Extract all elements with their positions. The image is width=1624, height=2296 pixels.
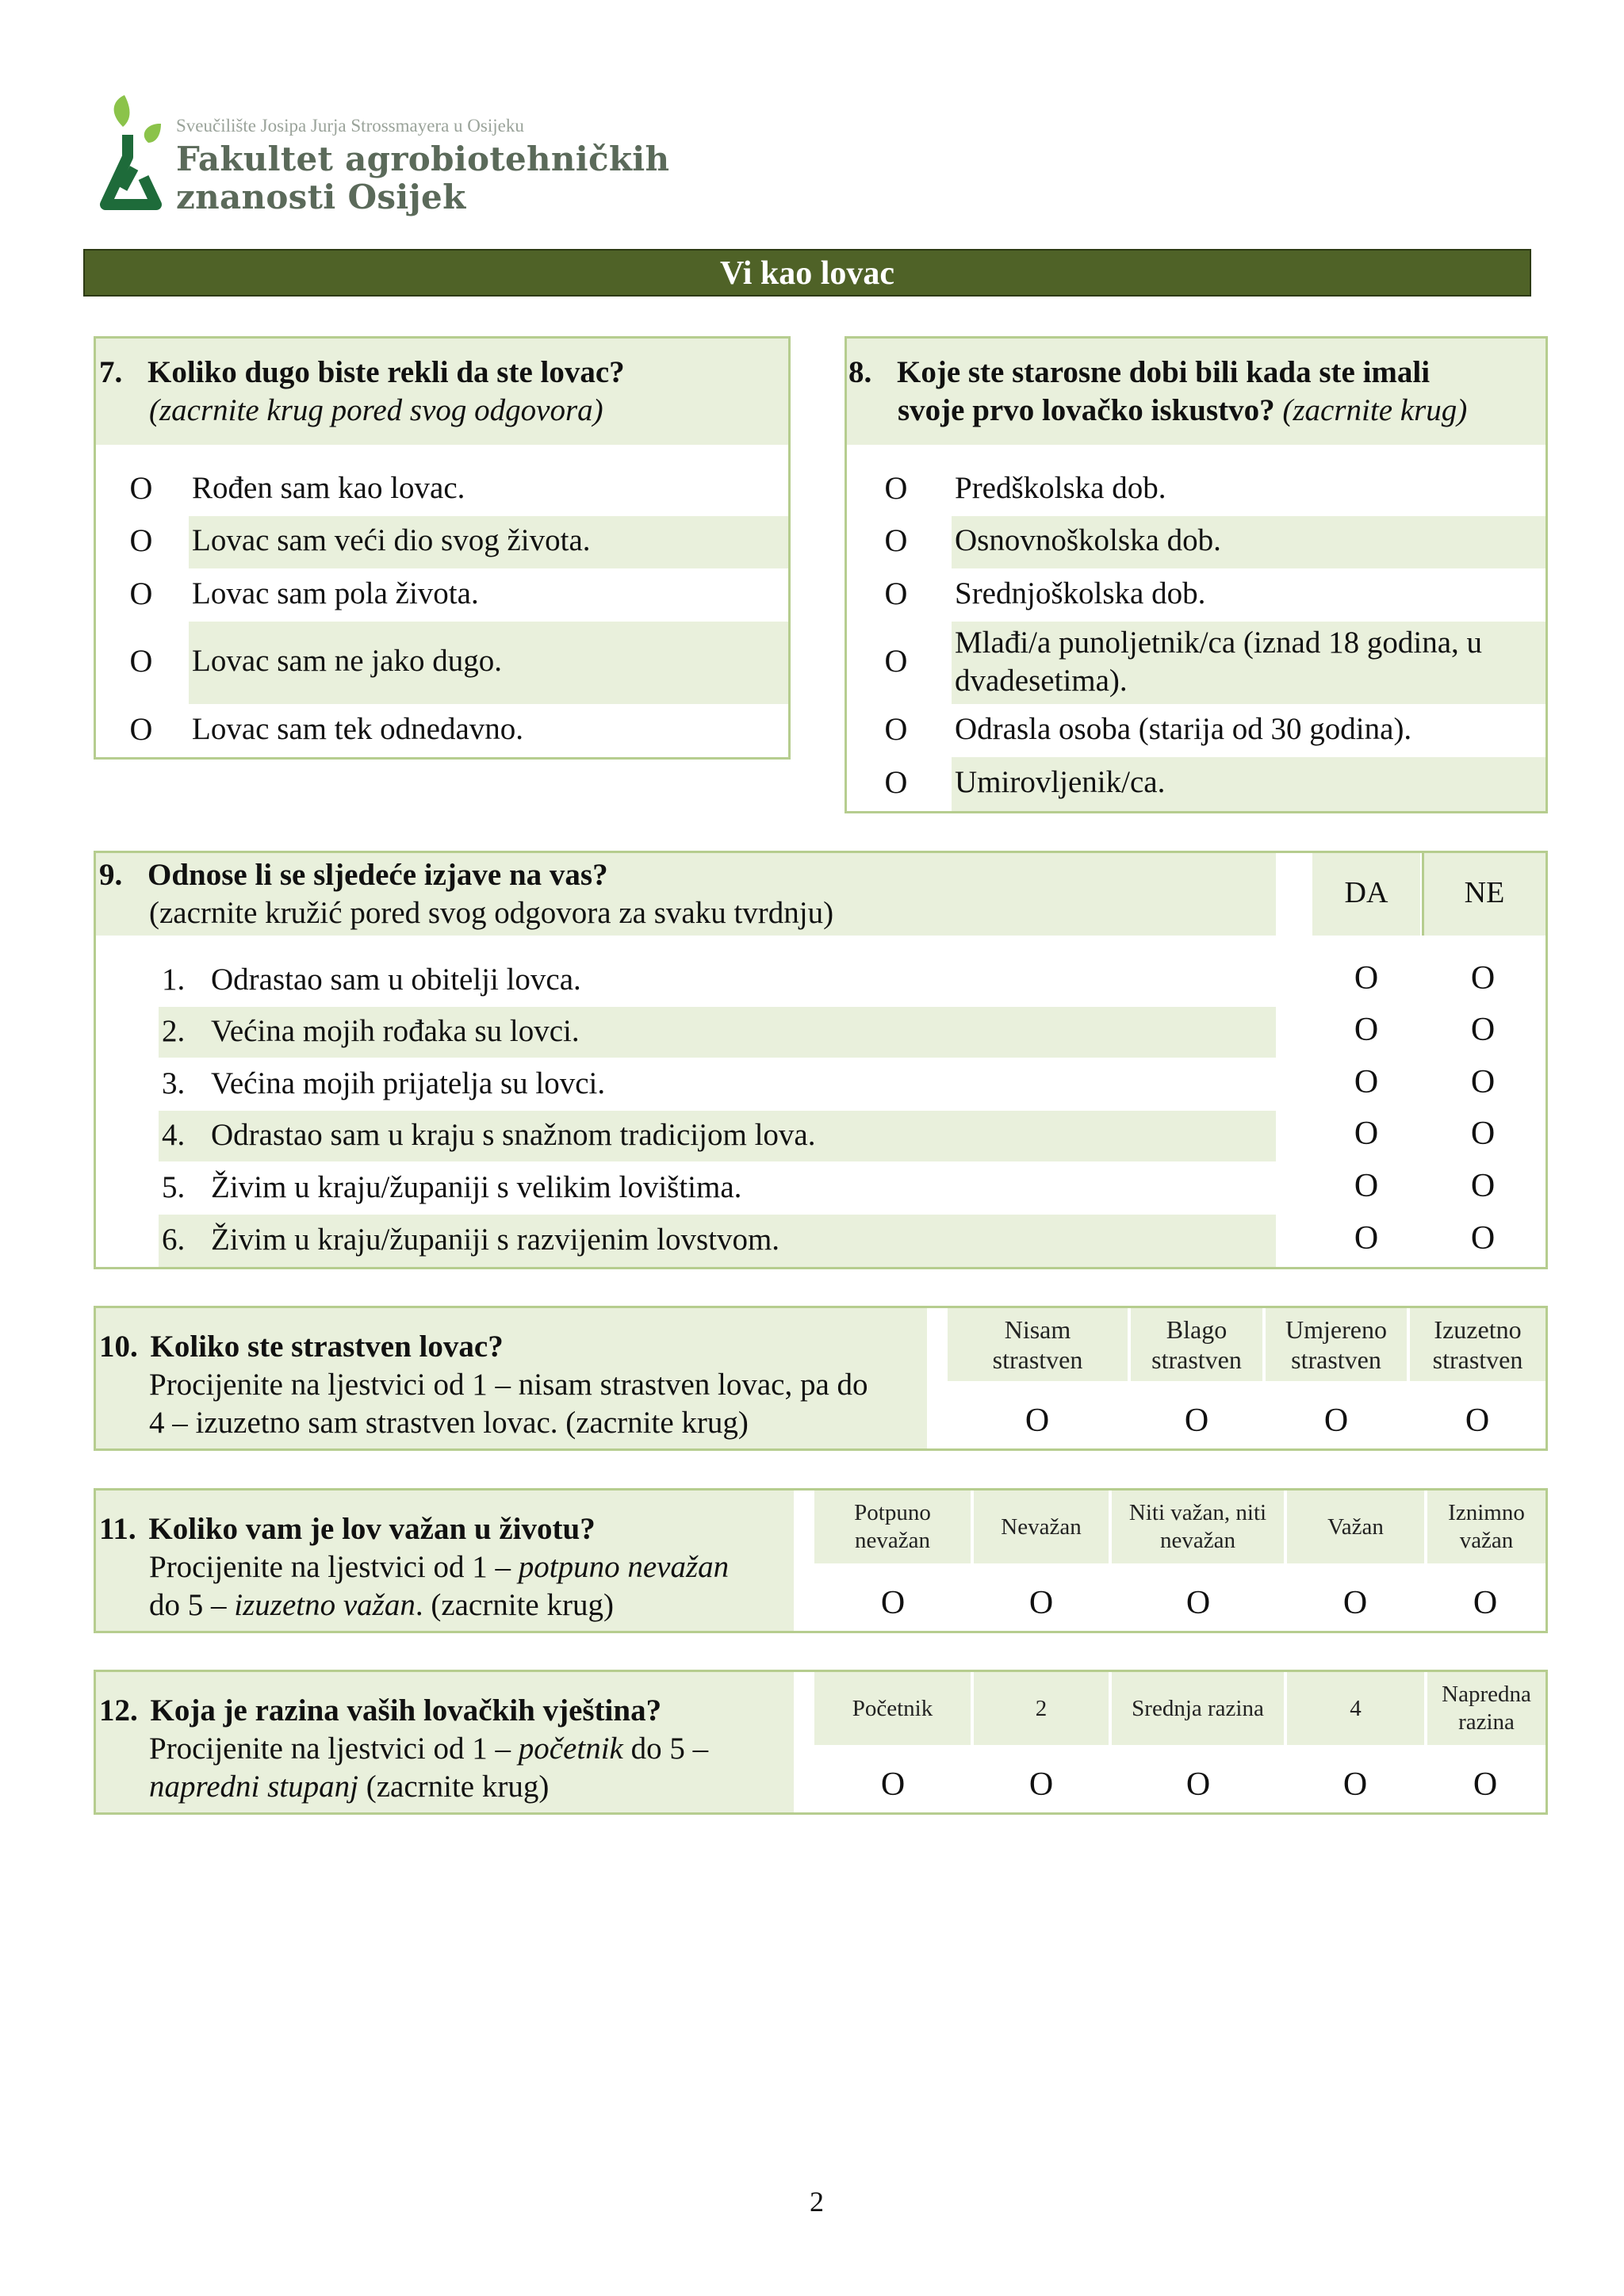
question-7-instruction: (zacrnite krug pored svog odgovora): [149, 393, 603, 427]
q11-scale-1-label-line2: nevažan: [855, 1528, 930, 1553]
q7-option-2-label: Lovac sam veći dio svog života.: [192, 523, 591, 557]
q9-statement-6-number: 6.: [162, 1223, 186, 1257]
q8-option-5-radio[interactable]: O: [884, 711, 908, 747]
q7-option-4-label: Lovac sam ne jako dugo.: [192, 644, 502, 678]
q7-option-5-label: Lovac sam tek odnedavno.: [192, 712, 524, 746]
q9-statement-6-text: Živim u kraju/županiji s razvijenim lovstvom.: [211, 1223, 780, 1257]
q10-scale-1-label-line2: strastven: [992, 1345, 1083, 1374]
q10-scale-2-label: [1131, 1310, 1262, 1380]
page-number: 2: [810, 2186, 824, 2218]
question-9-text: Odnose li se sljedeće izjave na vas?: [147, 858, 608, 892]
q12-scale-4-label: 4: [1350, 1695, 1362, 1721]
q11-scale-1-radio[interactable]: O: [880, 1585, 906, 1621]
question-12-number: 12.: [99, 1693, 138, 1728]
question-10-line2: Procijenite na ljestvici od 1 – nisam strastven lovac, pa do: [149, 1368, 868, 1402]
faculty-name-line2: znanosti Osijek: [176, 178, 466, 216]
question-12-text: Koja je razina vaših lovačkih vještina?: [150, 1693, 662, 1728]
question-10-title: [99, 1328, 924, 1366]
q10-scale-4-radio[interactable]: O: [1465, 1402, 1490, 1439]
q7-option-5-radio[interactable]: O: [129, 711, 153, 747]
question-11-line3-a: do 5 –: [149, 1588, 235, 1622]
q9-statement-2-number: 2.: [162, 1014, 186, 1048]
section-title: Vi kao lovac: [83, 249, 1531, 297]
question-9-instruction: (zacrnite kružić pored svog odgovora za svaku tvrdnju): [149, 896, 834, 930]
question-9-title: [99, 856, 1273, 894]
q12-scale-3-radio[interactable]: O: [1185, 1766, 1211, 1803]
q9-statement-5-number: 5.: [162, 1170, 186, 1204]
q12-scale-3-label: Srednja razina: [1132, 1695, 1264, 1721]
faculty-logo-icon: [99, 95, 163, 214]
q8-option-4-label: Mlađi/a punoljetnik/ca (iznad 18 godina, u: [955, 626, 1482, 660]
q11-scale-1-label-line1: Potpuno: [854, 1500, 931, 1525]
question-8-text-2: svoje prvo lovačko iskustvo?: [898, 393, 1275, 427]
q10-scale-1-radio[interactable]: O: [1025, 1402, 1050, 1439]
q9-statement-4-da-radio[interactable]: O: [1354, 1115, 1379, 1152]
q8-option-2-label: Osnovnoškolska dob.: [955, 523, 1221, 557]
q11-scale-5-label-line1: Iznimno: [1448, 1500, 1525, 1525]
question-11-line3-c: . (zacrnite krug): [415, 1588, 614, 1622]
q10-scale-2-radio[interactable]: O: [1184, 1402, 1209, 1439]
q12-scale-2-label: 2: [1035, 1695, 1048, 1721]
question-11-line3-b: izuzetno važan: [234, 1588, 416, 1622]
q10-scale-3-radio[interactable]: O: [1323, 1402, 1349, 1439]
q7-option-3-radio[interactable]: O: [129, 576, 153, 611]
q11-scale-1-label: [814, 1492, 971, 1562]
q11-scale-3-label: [1112, 1492, 1284, 1562]
q12-scale-5-radio[interactable]: O: [1473, 1766, 1498, 1803]
q10-scale-4-label-line1: Izuzetno: [1434, 1315, 1522, 1344]
q9-statement-4-number: 4.: [162, 1118, 186, 1152]
question-12-line3: [149, 1768, 549, 1806]
question-7-text: Koliko dugo biste rekli da ste lovac?: [147, 355, 625, 389]
q10-scale-4-label-line2: strastven: [1432, 1345, 1523, 1374]
q9-statement-3-text: Većina mojih prijatelja su lovci.: [211, 1066, 606, 1100]
question-8-instruction: (zacrnite krug): [1282, 393, 1468, 427]
question-12-line2-c: do 5 –: [622, 1732, 709, 1766]
q8-option-1-radio[interactable]: O: [884, 470, 908, 506]
q7-option-3-label: Lovac sam pola života.: [192, 576, 479, 610]
faculty-name-line1: Fakultet agrobiotehničkih: [176, 140, 670, 178]
q9-header-da: DA: [1344, 876, 1388, 909]
question-8-text-1: Koje ste starosne dobi bili kada ste imali: [897, 355, 1431, 389]
q10-scale-4-label: [1410, 1310, 1545, 1380]
question-7-number: 7.: [99, 355, 123, 389]
q8-option-6-radio[interactable]: O: [884, 764, 908, 800]
q11-scale-5-label-line2: važan: [1459, 1528, 1514, 1553]
question-9-number: 9.: [99, 858, 123, 892]
q9-statement-5-da-radio[interactable]: O: [1354, 1168, 1379, 1204]
q11-scale-3-label-line1: Niti važan, niti: [1128, 1500, 1267, 1525]
q12-scale-5-label-line2: razina: [1458, 1709, 1515, 1735]
question-12-title: [99, 1692, 789, 1730]
q8-option-3-label: Srednjoškolska dob.: [955, 576, 1206, 610]
q7-option-1-radio[interactable]: O: [129, 470, 153, 506]
q12-scale-5-label: [1427, 1674, 1545, 1743]
q12-scale-5-label-line1: Napredna: [1442, 1682, 1531, 1707]
q8-option-6-label: Umirovljenik/ca.: [955, 765, 1166, 799]
q12-scale-4-radio[interactable]: O: [1342, 1766, 1368, 1803]
q10-scale-3-label: [1266, 1310, 1407, 1380]
question-11-line2-b: potpuno nevažan: [518, 1550, 730, 1584]
question-10-number: 10.: [99, 1330, 138, 1364]
question-10-text: Koliko ste strastven lovac?: [150, 1330, 504, 1364]
q9-statement-1-text: Odrastao sam u obitelji lovca.: [211, 962, 581, 997]
question-8-title-line2: [898, 392, 1548, 430]
q8-option-4-label-line2: dvadesetima).: [955, 664, 1128, 698]
q9-statement-3-number: 3.: [162, 1066, 186, 1100]
q10-scale-1-label-line1: Nisam: [1004, 1315, 1071, 1344]
q9-statement-6-da-radio[interactable]: O: [1354, 1220, 1379, 1257]
q9-statement-2-da-radio[interactable]: O: [1354, 1012, 1379, 1048]
question-11-line3: [149, 1586, 614, 1624]
q10-scale-1-label: [948, 1310, 1128, 1380]
q7-option-4-radio[interactable]: O: [129, 643, 153, 679]
q11-scale-5-radio[interactable]: O: [1473, 1585, 1498, 1621]
q9-header-ne: NE: [1464, 876, 1505, 909]
q9-statement-3-da-radio[interactable]: O: [1354, 1064, 1379, 1100]
q8-option-4-radio[interactable]: O: [884, 643, 908, 679]
q9-statement-5-ne-radio[interactable]: O: [1470, 1168, 1496, 1204]
question-12-line3-b: (zacrnite krug): [358, 1770, 550, 1804]
q11-scale-3-label-line2: nevažan: [1160, 1528, 1235, 1553]
question-8-number: 8.: [848, 355, 872, 389]
q10-scale-2-label-line2: strastven: [1151, 1345, 1242, 1374]
question-8-title-line1: [848, 354, 1538, 392]
q8-option-1-label: Predškolska dob.: [955, 471, 1166, 505]
question-11-title: [99, 1510, 789, 1548]
q11-scale-5-label: [1427, 1492, 1545, 1562]
q8-option-2-radio[interactable]: O: [884, 522, 908, 558]
q9-statement-2-text: Većina mojih rođaka su lovci.: [211, 1014, 580, 1048]
question-7-title: [99, 354, 781, 392]
question-12-line2-a: Procijenite na ljestvici od 1 –: [149, 1732, 519, 1766]
q7-option-1-label: Rođen sam kao lovac.: [192, 471, 465, 505]
q9-statement-4-text: Odrastao sam u kraju s snažnom tradicijom lova.: [211, 1118, 816, 1152]
q11-scale-2-label: Nevažan: [1001, 1513, 1082, 1540]
q12-scale-2-radio[interactable]: O: [1028, 1766, 1054, 1803]
q9-statement-4-ne-radio[interactable]: O: [1470, 1115, 1496, 1152]
q12-scale-1-radio[interactable]: O: [880, 1766, 906, 1803]
q12-scale-1-label: Početnik: [852, 1695, 933, 1721]
q8-option-5-label: Odrasla osoba (starija od 30 godina).: [955, 712, 1412, 746]
q9-statement-6-ne-radio[interactable]: O: [1470, 1220, 1496, 1257]
q11-scale-4-radio[interactable]: O: [1342, 1585, 1368, 1621]
q9-statement-1-ne-radio[interactable]: O: [1470, 960, 1496, 997]
question-10-line3: 4 – izuzetno sam strastven lovac. (zacrnite krug): [149, 1406, 749, 1440]
q10-scale-2-label-line1: Blago: [1166, 1315, 1228, 1344]
q10-scale-3-label-line2: strastven: [1291, 1345, 1381, 1374]
q9-statement-1-da-radio[interactable]: O: [1354, 960, 1379, 997]
question-12-line2: [149, 1730, 708, 1768]
q11-scale-2-radio[interactable]: O: [1028, 1585, 1054, 1621]
question-11-number: 11.: [99, 1512, 136, 1546]
q9-statement-5-text: Živim u kraju/županiji s velikim lovištima.: [211, 1170, 742, 1204]
q9-statement-1-number: 1.: [162, 962, 186, 997]
q9-statement-3-ne-radio[interactable]: O: [1470, 1064, 1496, 1100]
question-11-line2-a: Procijenite na ljestvici od 1 –: [149, 1550, 519, 1584]
q11-scale-4-label: Važan: [1327, 1513, 1384, 1540]
question-11-text: Koliko vam je lov važan u životu?: [148, 1512, 596, 1546]
q8-option-3-radio[interactable]: O: [884, 576, 908, 611]
q10-scale-3-label-line1: Umjereno: [1285, 1315, 1387, 1344]
q9-statement-2-ne-radio[interactable]: O: [1470, 1012, 1496, 1048]
q7-option-2-radio[interactable]: O: [129, 522, 153, 558]
university-name: Sveučilište Josipa Jurja Strossmayera u Osijeku: [176, 116, 524, 136]
question-12-line3-a: napredni stupanj: [149, 1770, 358, 1804]
q11-scale-3-radio[interactable]: O: [1185, 1585, 1211, 1621]
question-12-line2-b: početnik: [518, 1732, 623, 1766]
question-11-line2: [149, 1548, 729, 1586]
